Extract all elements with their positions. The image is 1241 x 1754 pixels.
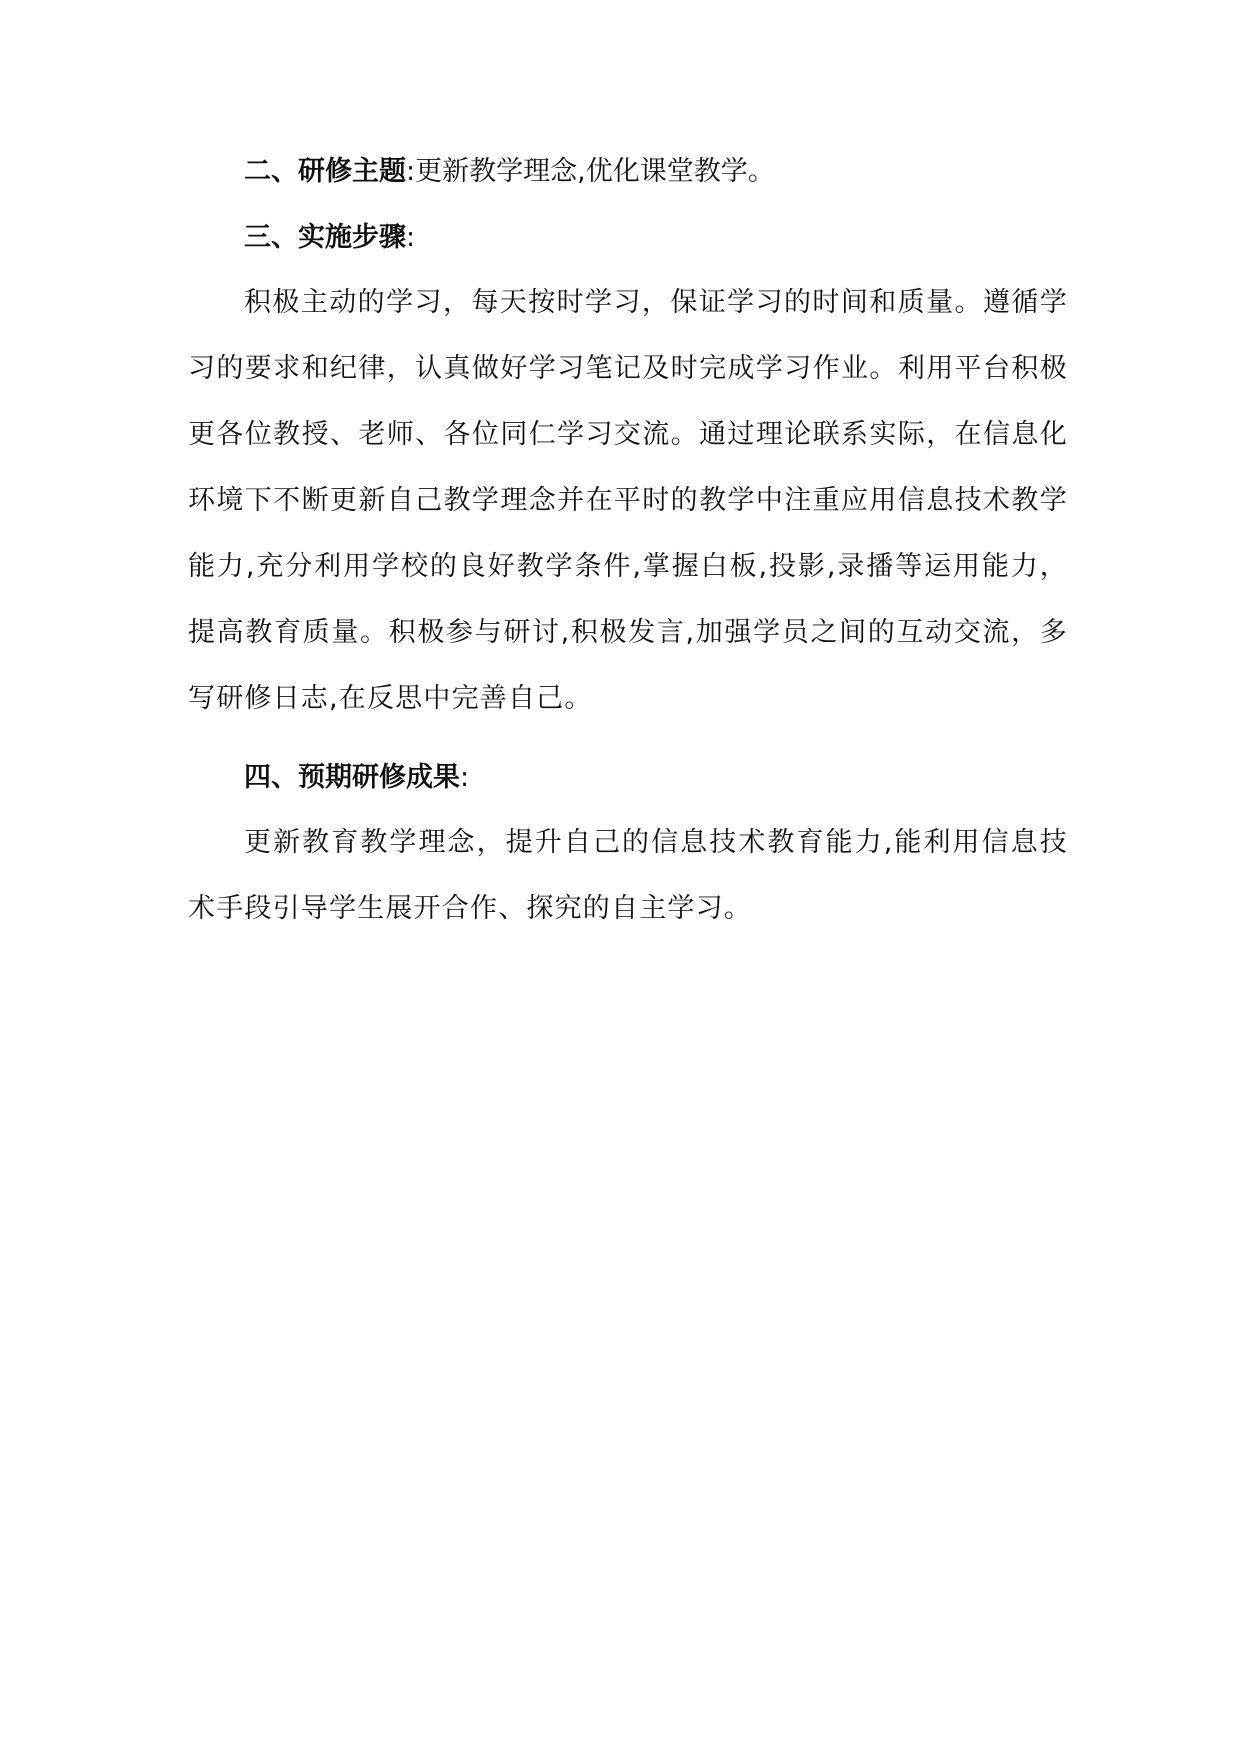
section-implementation-steps	[188, 220, 1068, 256]
section-heading-implementation-steps: 三、实施步骤	[244, 222, 406, 253]
expected-outcomes-paragraph: 更新教育教学理念，提升自己的信息技术教育能力,能利用信息技术手段引导学生展开合作、探究的自主学习。	[188, 827, 1068, 924]
section-heading-expected-outcomes: 四、预期研修成果	[244, 762, 460, 793]
heading-colon: :	[406, 156, 416, 187]
implementation-steps-paragraph: 积极主动的学习，每天按时学习，保证学习的时间和质量。遵循学习的要求和纪律，认真做好学习笔记及时完成学习作业。利用平台积极更各位教授、老师、各位同仁学习交流。通过理论联系实际，在信息化环境下不断更新自己教学理念并在平时的教学中注重应用信息技术教学能力,充分利用学校的良好教学条件,掌握白板,投影,录播等运用能力，提高教育质量。积极参与研讨,积极发言,加强学员之间的互动交流，多写研修日志,在反思中完善自己。	[188, 287, 1068, 714]
research-theme-text: 更新教学理念,优化课堂教学。	[415, 156, 775, 187]
heading-colon: :	[406, 222, 416, 253]
document-body	[188, 154, 1068, 942]
heading-colon: :	[460, 762, 470, 793]
section-heading-research-theme: 二、研修主题	[244, 156, 406, 187]
section-research-theme	[188, 154, 1068, 190]
section-expected-outcomes	[188, 760, 1068, 796]
